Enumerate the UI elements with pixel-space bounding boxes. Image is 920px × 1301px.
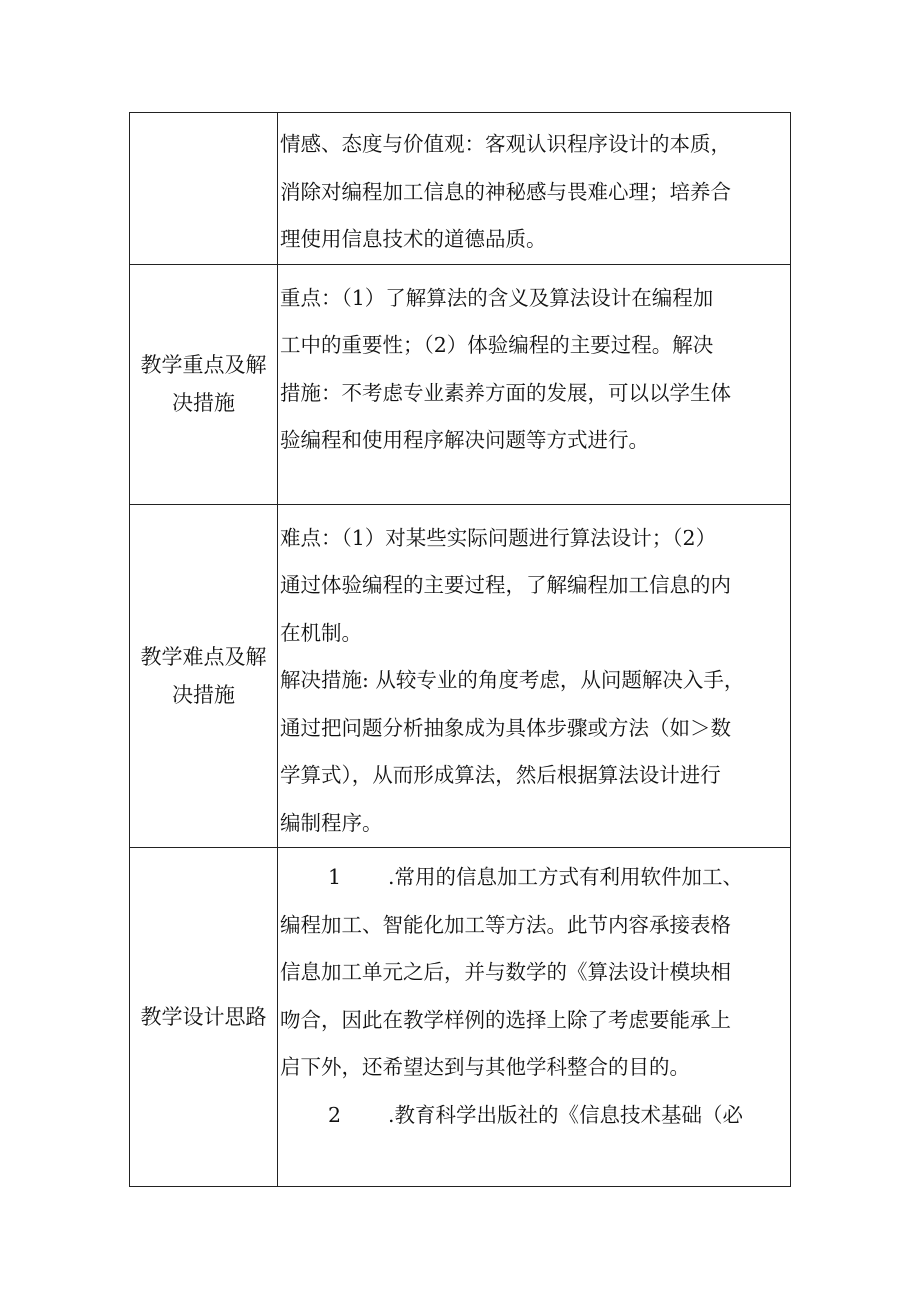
text-line: 在机制。 — [280, 620, 362, 645]
text-line: 工中的重要性；（2）体验编程的主要过程。解决 — [280, 333, 714, 357]
list-item-number: 2 — [328, 1102, 342, 1127]
table-row — [130, 504, 791, 848]
text-line: 启下外，还希望达到与其他学科整合的目的。 — [280, 1055, 690, 1079]
row-label-empty — [130, 113, 278, 265]
list-item — [280, 854, 790, 902]
text-line: 编制程序。 — [280, 810, 383, 835]
row-content-key-points — [278, 264, 791, 504]
label-line: 教学设计思路 — [140, 1005, 267, 1029]
row-content-design-approach — [278, 848, 791, 1187]
text-line: 吻合，因此在教学样例的选择上除了考虑要能承上 — [280, 1007, 731, 1032]
text-line: 重点：（1）了解算法的含义及算法设计在编程加 — [280, 285, 714, 310]
label-line: 决措施 — [172, 682, 235, 707]
text-line: 编程加工、智能化加工等方法。此节内容承接表格 — [280, 912, 731, 937]
text-line: 信息加工单元之后，并与数学的《算法设计模块相 — [280, 960, 731, 984]
text-line: 情感、态度与价值观：客观认识程序设计的本质， — [280, 132, 731, 156]
text-line: 验编程和使用程序解决问题等方式进行。 — [280, 428, 649, 452]
label-line: 决措施 — [172, 391, 235, 415]
list-item-number: 1 — [328, 865, 342, 889]
list-item-text: .常用的信息加工方式有利用软件加工、 — [388, 865, 744, 889]
row-label-design-approach — [130, 848, 278, 1187]
text-line: 消除对编程加工信息的神秘感与畏难心理；培养合 — [280, 179, 731, 204]
text-line: 理使用信息技术的道德品质。 — [280, 227, 547, 251]
text-line: 解决措施: 从较专业的角度考虑，从问题解决入手， — [280, 668, 745, 692]
row-content-difficult-points — [278, 504, 791, 848]
text-line: 通过体验编程的主要过程，了解编程加工信息的内 — [280, 573, 731, 597]
text-line: 通过把问题分析抽象成为具体步骤或方法（如＞数 — [280, 715, 731, 740]
list-item — [280, 1092, 790, 1140]
table-row — [130, 848, 791, 1187]
label-line: 教学难点及解 — [140, 644, 267, 669]
lesson-plan-table — [129, 112, 791, 1187]
label-line: 教学重点及解 — [140, 353, 267, 377]
table-row — [130, 113, 791, 265]
text-line: 学算式），从而形成算法，然后根据算法设计进行 — [280, 763, 721, 787]
text-line: 难点：（1）对某些实际问题进行算法设计；（2） — [280, 525, 717, 550]
list-item-text: .教育科学出版社的《信息技术基础（必 — [388, 1102, 744, 1127]
row-label-key-points — [130, 264, 278, 504]
row-content-emotion-goals — [278, 113, 791, 265]
row-label-difficult-points — [130, 504, 278, 848]
text-line: 措施：不考虑专业素养方面的发展，可以以学生体 — [280, 380, 731, 405]
table-row — [130, 264, 791, 504]
